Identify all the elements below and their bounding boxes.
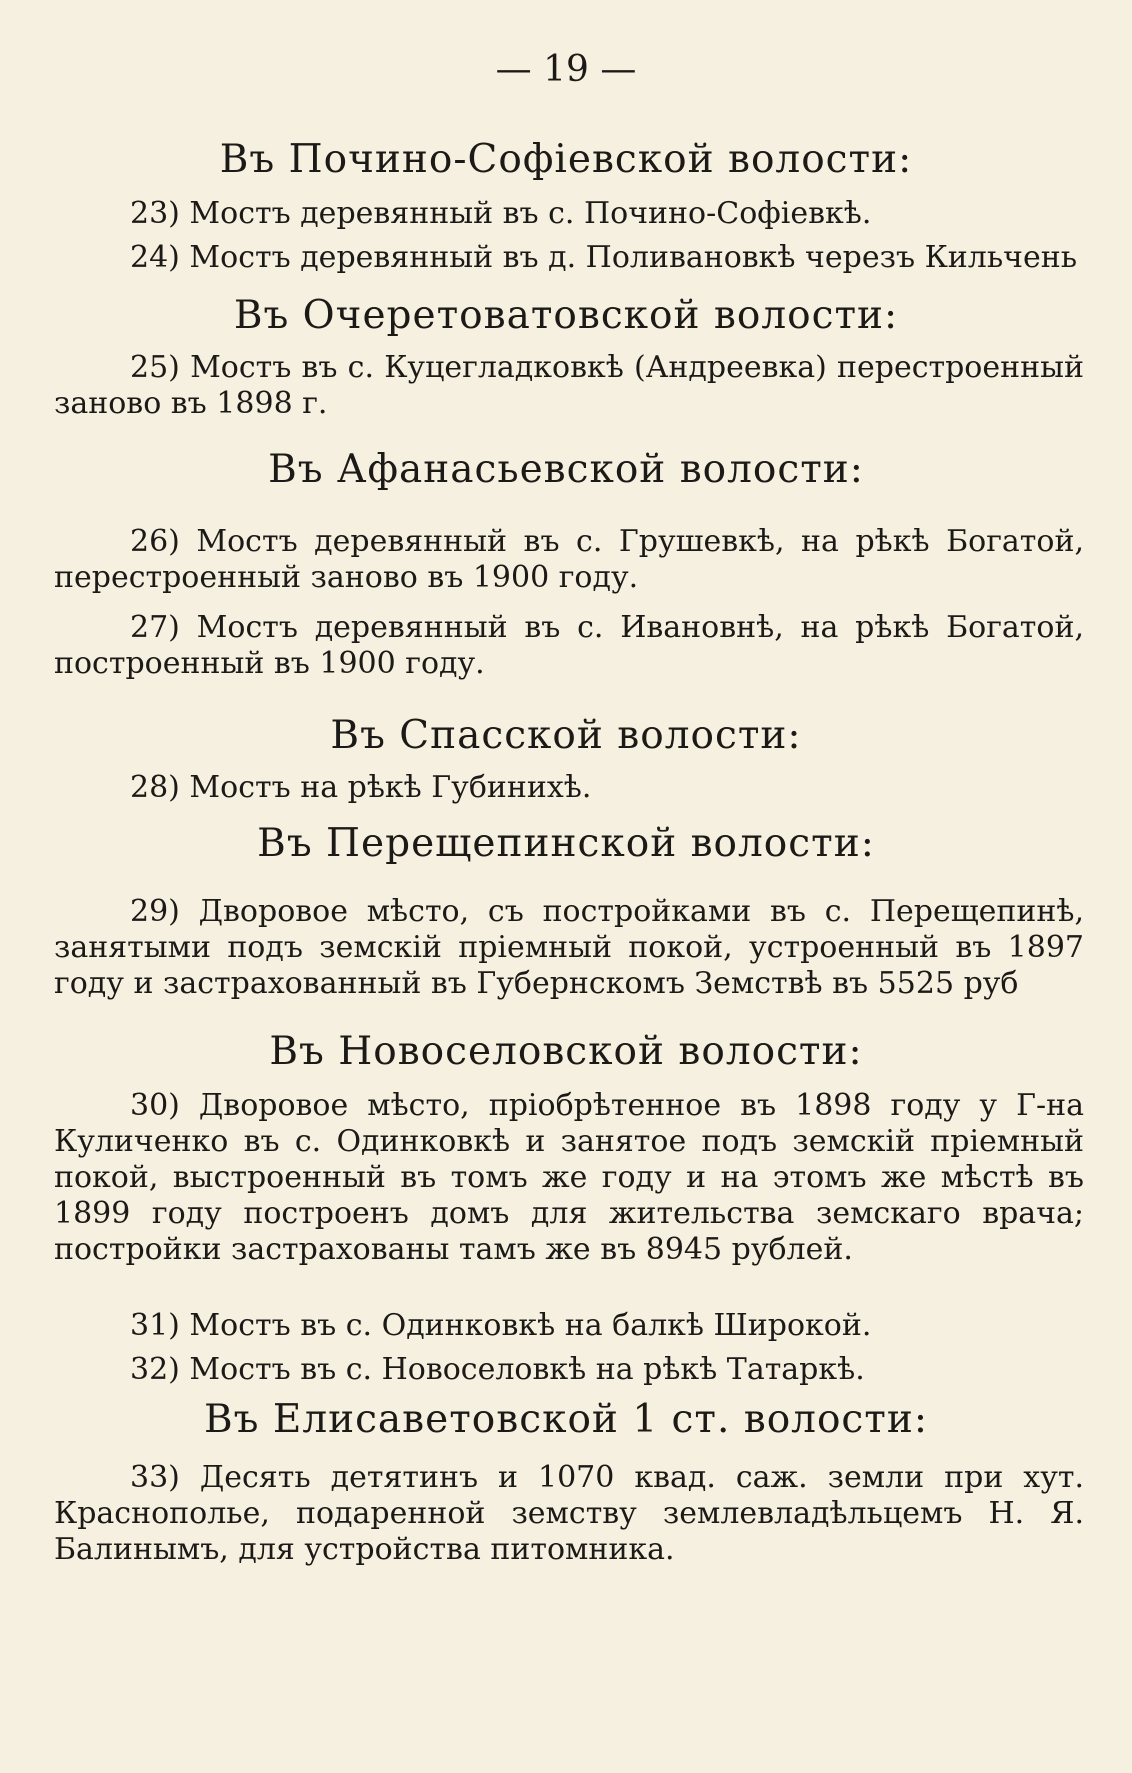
section-title-elisavetovskaya: Въ Елисаветовской 1 ст. волости: (203, 1397, 928, 1442)
section-title-ocheretovatovskaya: Въ Очеретоватовской волости: (233, 293, 899, 338)
entry-24: 24) Мостъ деревянный въ д. Поливановкѣ черезъ Кильчень (130, 240, 1078, 275)
entry-27: 27) Мостъ деревянный въ с. Ивановнѣ, на рѣкѣ Богатой, построенный въ 1900 году. (54, 610, 1084, 681)
section-title-pereshchepinskaya: Въ Перещепинской волости: (257, 821, 875, 866)
entry-25: 25) Мостъ въ с. Куцегладковкѣ (Андреевка) перестроенный заново въ 1898 г. (54, 350, 1084, 421)
entry-23: 23) Мостъ деревянный въ с. Почино-Софіевкѣ. (130, 196, 872, 231)
entry-30: 30) Дворовое мѣсто, пріобрѣтенное въ 1898 году у Г-на Куличенко въ с. Одинковкѣ и занятое подъ земскій пріемный покой, выстроенный въ томъ же году и на этомъ же мѣстѣ въ 1899 году построенъ домъ для жительства земскаго врача; постройки застрахованы тамъ же въ 8945 рублей. (54, 1088, 1084, 1267)
section-title-novoselovskaya: Въ Новоселовской волости: (269, 1029, 863, 1074)
entry-32: 32) Мостъ въ с. Новоселовкѣ на рѣкѣ Татаркѣ. (130, 1352, 865, 1387)
entry-28: 28) Мостъ на рѣкѣ Губинихѣ. (130, 770, 592, 805)
section-title-afanasievskaya: Въ Афанасьевской волости: (268, 447, 864, 492)
entry-31: 31) Мостъ въ с. Одинковкѣ на балкѣ Широкой. (130, 1308, 872, 1343)
entry-26: 26) Мостъ деревянный въ с. Грушевкѣ, на рѣкѣ Богатой, перестроенный заново въ 1900 году. (54, 524, 1084, 595)
section-title-pochino-sofievskaya: Въ Почино-Софіевской волости: (219, 137, 913, 182)
entry-33: 33) Десять детятинъ и 1070 квад. саж. земли при хут. Краснополье, подаренной земству землевладѣльцемъ Н. Я. Балинымъ, для устройства питомника. (54, 1460, 1084, 1567)
page-number: — 19 — (495, 49, 637, 90)
section-title-spasskaya: Въ Спасской волости: (330, 713, 802, 758)
entry-29: 29) Дворовое мѣсто, съ постройками въ с. Перещепинѣ, занятыми подъ земскій пріемный покой, устроенный въ 1897 году и застрахованный въ Губернскомъ Земствѣ въ 5525 руб (54, 894, 1084, 1001)
